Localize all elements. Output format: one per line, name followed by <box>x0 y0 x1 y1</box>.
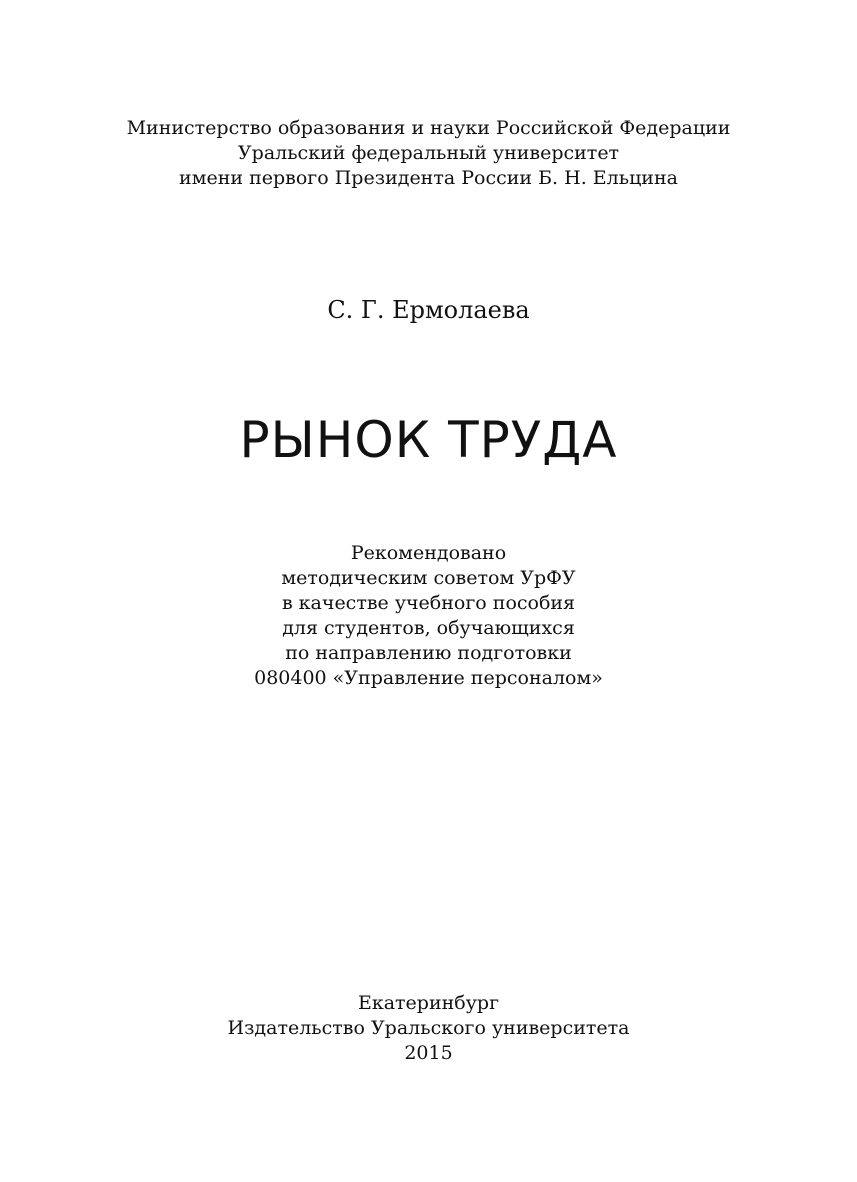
recommendation-line: методическим советом УрФУ <box>281 567 576 589</box>
recommendation-line: Рекомендовано <box>350 542 507 564</box>
ministry-line: Министерство образования и науки Российской Федерации <box>126 117 731 139</box>
recommendation-block <box>0 541 857 691</box>
imprint-city: Екатеринбург <box>357 992 500 1014</box>
university-name-line: имени первого Президента России Б. Н. Ельцина <box>179 167 678 189</box>
recommendation-line: 080400 «Управление персоналом» <box>254 667 603 689</box>
author-name: С. Г. Ермолаева <box>327 296 530 324</box>
imprint-year: 2015 <box>404 1042 453 1064</box>
recommendation-line: по направлению подготовки <box>285 642 572 664</box>
recommendation-line: в качестве учебного пособия <box>281 592 576 614</box>
imprint-publisher: Издательство Уральского университета <box>227 1017 630 1039</box>
university-line: Уральский федеральный университет <box>237 142 620 164</box>
book-title: РЫНОК ТРУДА <box>239 411 618 469</box>
imprint-block <box>0 991 857 1066</box>
institution-header <box>0 116 857 191</box>
recommendation-line: для студентов, обучающихся <box>282 617 575 639</box>
